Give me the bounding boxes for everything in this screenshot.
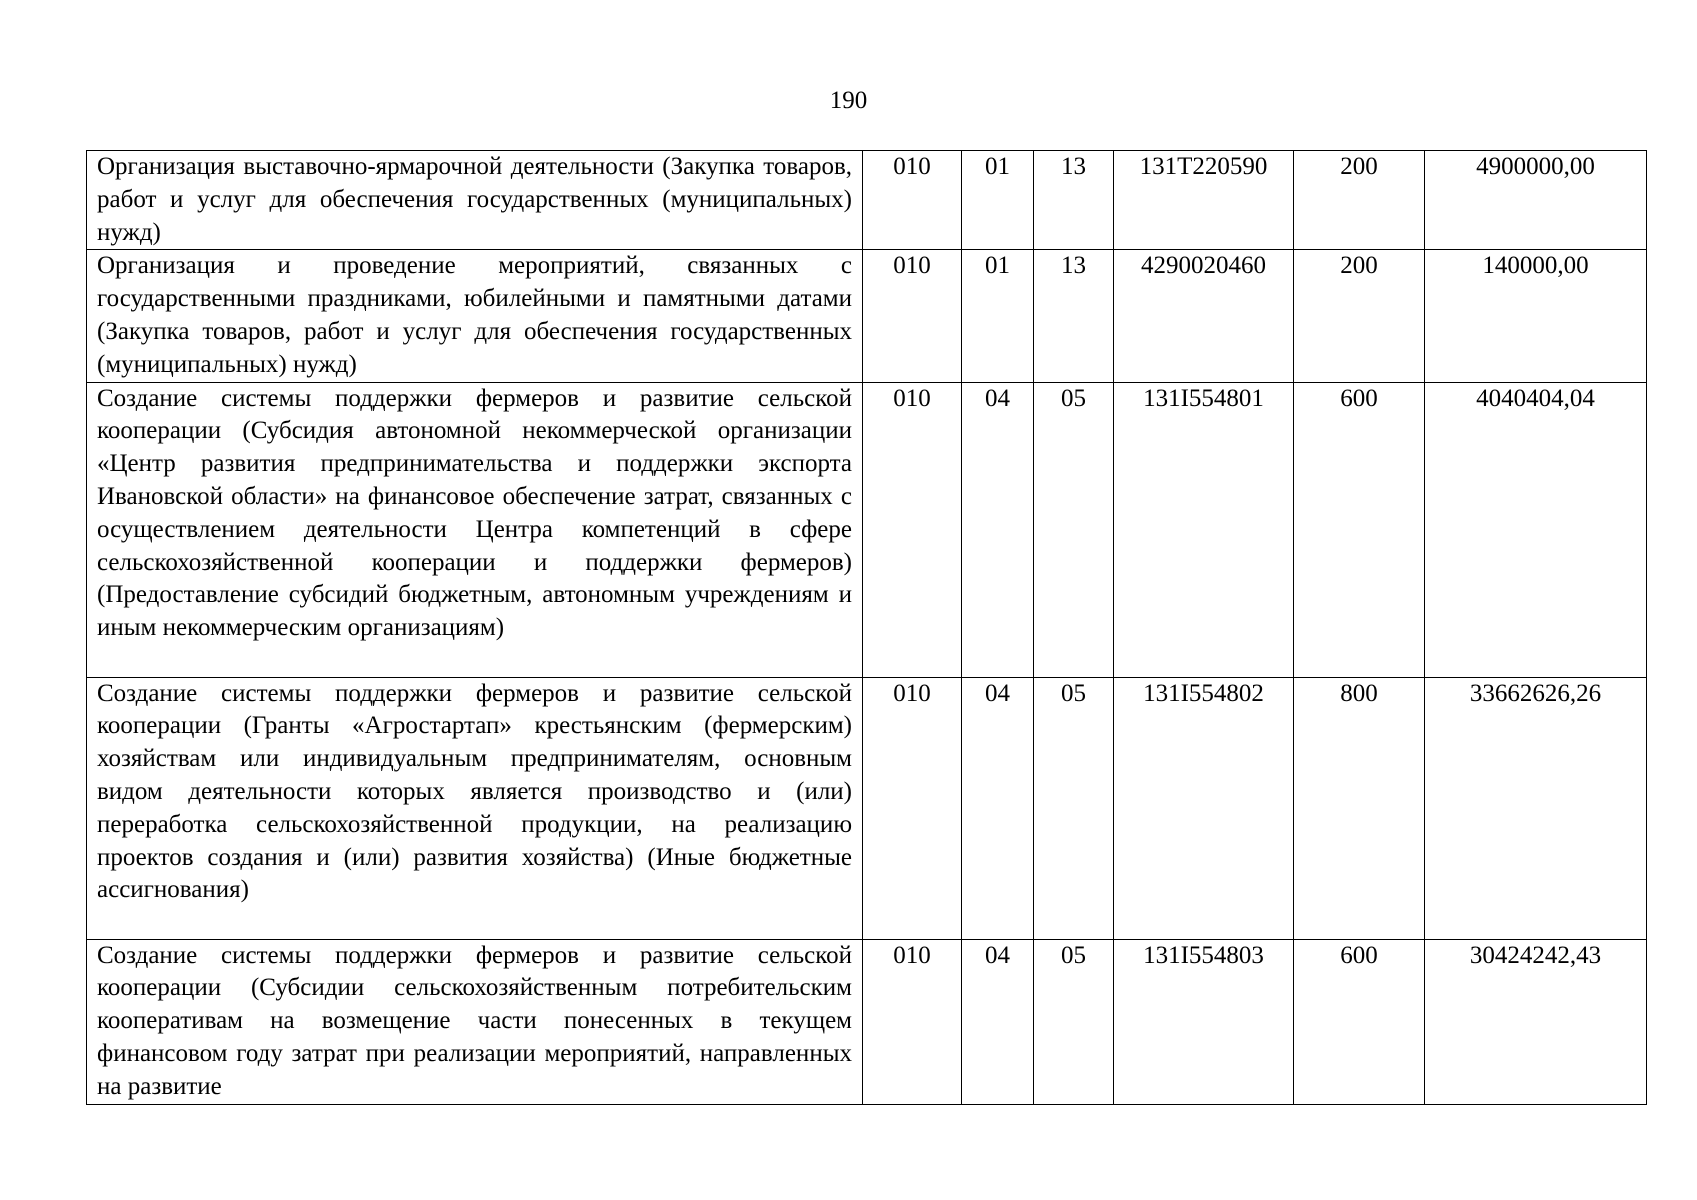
target-article-code: 131I554801 <box>1114 382 1294 677</box>
table-row <box>87 151 1647 250</box>
target-article-code: 131I554802 <box>1114 677 1294 939</box>
row-description: Создание системы поддержки фермеров и развитие сельской кооперации (Субсидия автономной некоммерческой организации «Центр развития предпринимательства и поддержки экспорта Ивановской области» на финансовое обеспечение затрат, связанных с осуществлением деятельности Центра компетенций в сфере сельскохозяйственной кооперации и поддержки фермеров) (Предоставление субсидий бюджетным, автономным учреждениям и иным некоммерческим организациям) <box>87 382 863 677</box>
ministry-code: 010 <box>863 382 962 677</box>
amount-value: 33662626,26 <box>1425 677 1647 939</box>
subsection-code: 05 <box>1034 939 1114 1104</box>
row-description: Организация и проведение мероприятий, связанных с государственными праздниками, юбилейными и памятными датами (Закупка товаров, работ и услуг для обеспечения государственных (муниципальных) нужд) <box>87 250 863 382</box>
target-article-code: 4290020460 <box>1114 250 1294 382</box>
table-row <box>87 677 1647 939</box>
section-code: 04 <box>962 382 1034 677</box>
subsection-code: 05 <box>1034 382 1114 677</box>
row-description: Создание системы поддержки фермеров и развитие сельской кооперации (Гранты «Агростартап» крестьянским (фермерским) хозяйствам или индивидуальным предпринимателям, основным видом деятельности которых является производство и (или) переработка сельскохозяйственной продукции, на реализацию проектов создания и (или) развития хозяйства) (Иные бюджетные ассигнования) <box>87 677 863 939</box>
amount-value: 4900000,00 <box>1425 151 1647 250</box>
amount-value: 4040404,04 <box>1425 382 1647 677</box>
target-article-code: 131Т220590 <box>1114 151 1294 250</box>
ministry-code: 010 <box>863 677 962 939</box>
ministry-code: 010 <box>863 151 962 250</box>
target-article-code: 131I554803 <box>1114 939 1294 1104</box>
ministry-code: 010 <box>863 939 962 1104</box>
amount-value: 30424242,43 <box>1425 939 1647 1104</box>
amount-value: 140000,00 <box>1425 250 1647 382</box>
subsection-code: 05 <box>1034 677 1114 939</box>
expense-type-code: 800 <box>1294 677 1425 939</box>
table-row <box>87 939 1647 1104</box>
section-code: 04 <box>962 677 1034 939</box>
table-row <box>87 250 1647 382</box>
expense-type-code: 600 <box>1294 382 1425 677</box>
expense-type-code: 200 <box>1294 151 1425 250</box>
subsection-code: 13 <box>1034 250 1114 382</box>
page-number: 190 <box>829 87 868 114</box>
expense-type-code: 200 <box>1294 250 1425 382</box>
table-row <box>87 382 1647 677</box>
subsection-code: 13 <box>1034 151 1114 250</box>
expense-type-code: 600 <box>1294 939 1425 1104</box>
row-description: Создание системы поддержки фермеров и развитие сельской кооперации (Субсидии сельскохозяйственным потребительским кооперативам на возмещение части понесенных в текущем финансовом году затрат при реализации мероприятий, направленных на развитие <box>87 939 863 1104</box>
budget-table <box>86 150 1647 1105</box>
row-description: Организация выставочно-ярмарочной деятельности (Закупка товаров, работ и услуг для обеспечения государственных (муниципальных) нужд) <box>87 151 863 250</box>
section-code: 01 <box>962 151 1034 250</box>
section-code: 01 <box>962 250 1034 382</box>
section-code: 04 <box>962 939 1034 1104</box>
ministry-code: 010 <box>863 250 962 382</box>
